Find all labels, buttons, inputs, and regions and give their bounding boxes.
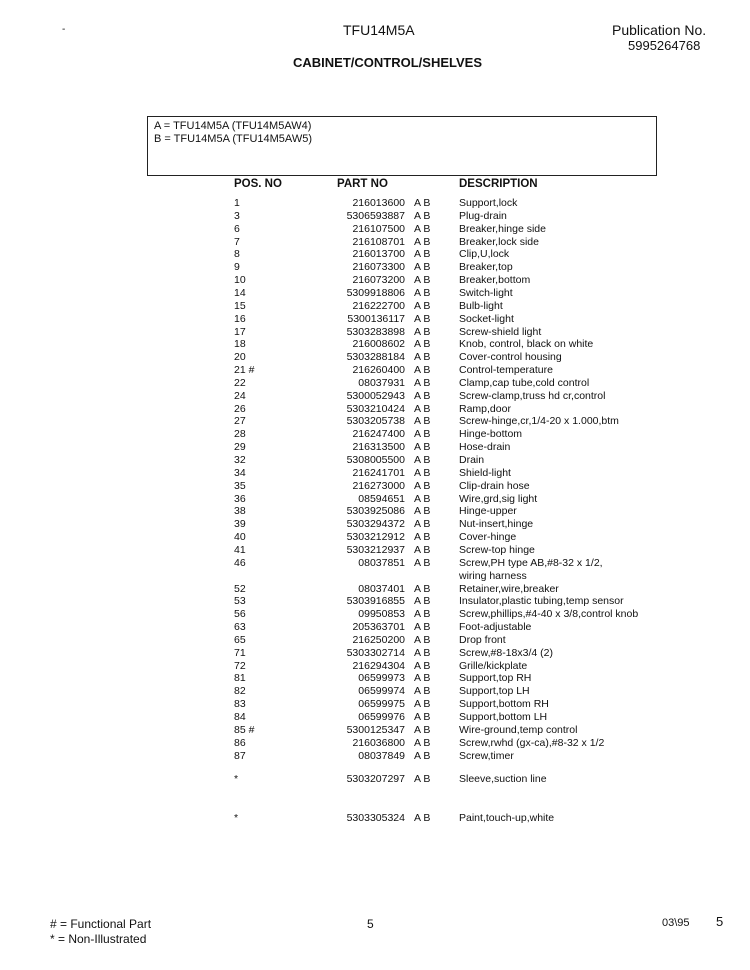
table-row: [0, 274, 750, 286]
model-applicability: A B: [414, 351, 431, 364]
table-row: [0, 287, 750, 299]
part-description: Nut-insert,hinge: [459, 518, 534, 531]
table-row: [0, 750, 750, 762]
table-row: [0, 698, 750, 710]
part-number: 08594651: [358, 492, 405, 505]
model-applicability: A B: [414, 222, 431, 235]
part-number: 5300136117: [347, 312, 405, 325]
pos-number: 8: [234, 248, 240, 261]
column-header-part: PART NO: [337, 178, 388, 190]
part-number: 06599976: [358, 711, 405, 723]
part-number: 06599973: [358, 672, 405, 685]
part-description: Screw,rwhd (gx-ca),#8-32 x 1/2: [459, 736, 605, 749]
table-row: [0, 351, 750, 363]
part-description: Support,top RH: [459, 672, 532, 685]
part-number: 06599974: [358, 685, 405, 698]
model-applicability: A B: [414, 338, 431, 351]
table-row: [0, 711, 750, 723]
part-number: 06599975: [358, 698, 405, 711]
part-description: Foot-adjustable: [459, 621, 532, 634]
model-applicability: A B: [414, 299, 431, 312]
table-row: [0, 544, 750, 556]
model-applicability: A B: [414, 723, 431, 736]
pos-number: 46: [234, 556, 246, 569]
part-number: 216247400: [352, 428, 405, 441]
part-description: Wire-ground,temp control: [459, 723, 578, 736]
table-row: [0, 621, 750, 633]
publication-number: 5995264768: [628, 38, 701, 53]
part-number: 5300052943: [346, 389, 405, 402]
model-b-line: B = TFU14M5A (TFU14M5AW5): [154, 133, 313, 145]
part-description: Screw-top hinge: [459, 543, 535, 556]
part-number: 216222700: [352, 299, 405, 312]
table-row: [0, 441, 750, 453]
table-row: [0, 248, 750, 260]
part-description: Clip,U,lock: [459, 248, 510, 261]
model-applicability: A B: [414, 466, 431, 479]
part-number: 5303283898: [346, 325, 405, 338]
pos-number: 29: [234, 441, 246, 454]
part-number: 216008602: [352, 338, 405, 351]
model-applicability: A B: [414, 518, 431, 531]
pos-number: 22: [234, 376, 246, 389]
table-row: [0, 570, 750, 582]
part-description: Screw-hinge,cr,1/4-20 x 1.000,btm: [459, 415, 619, 428]
table-row: [0, 326, 750, 338]
handwritten-mark: 5: [716, 914, 724, 929]
part-number: 08037851: [358, 556, 405, 569]
part-number: 216036800: [352, 736, 405, 749]
pos-number: 32: [234, 454, 246, 466]
part-number: 216073300: [352, 261, 405, 274]
part-description: Hinge-upper: [459, 505, 517, 518]
part-description: Paint,touch-up,white: [459, 812, 555, 824]
part-number: 09950853: [358, 608, 405, 621]
page-number: 5: [367, 917, 374, 931]
table-row: [0, 531, 750, 543]
part-number: 08037849: [358, 749, 405, 762]
section-title: CABINET/CONTROL/SHELVES: [293, 55, 482, 70]
part-number: 216241701: [352, 466, 405, 479]
table-row: [0, 300, 750, 312]
pos-number: 72: [234, 659, 246, 672]
model-applicability: A B: [414, 274, 431, 287]
model-applicability: A B: [414, 531, 431, 544]
pos-number: 86: [234, 736, 246, 749]
pos-number: 36: [234, 492, 246, 505]
table-row: [0, 210, 750, 222]
part-description: Screw,phillips,#4-40 x 3/8,control knob: [459, 608, 639, 621]
part-description: Support,bottom LH: [459, 711, 548, 723]
table-row: [0, 608, 750, 620]
part-description: Retainer,wire,breaker: [459, 582, 559, 595]
model-applicability: A B: [414, 441, 431, 454]
pos-number: 1: [234, 197, 240, 209]
pos-number: 83: [234, 698, 246, 711]
part-number: 5300125347: [346, 723, 405, 736]
table-row: [0, 236, 750, 248]
part-description: Hose-drain: [459, 441, 511, 454]
model-applicability: A B: [414, 582, 431, 595]
model-applicability: A B: [414, 376, 431, 389]
part-description: Screw-shield light: [459, 325, 542, 338]
model-applicability: A B: [414, 812, 431, 824]
model-applicability: A B: [414, 312, 431, 325]
model-applicability: A B: [414, 248, 431, 261]
table-row: [0, 364, 750, 376]
column-header-description: DESCRIPTION: [459, 178, 538, 190]
model-applicability: A B: [414, 672, 431, 685]
pos-number: 14: [234, 286, 246, 299]
table-row: [0, 737, 750, 749]
pos-number: 20: [234, 351, 246, 364]
table-row: [0, 583, 750, 595]
part-description: Knob, control, black on white: [459, 338, 594, 351]
pos-number: 26: [234, 402, 246, 415]
table-row: [0, 634, 750, 646]
model-applicability: A B: [414, 633, 431, 646]
part-description: Breaker,top: [459, 261, 513, 274]
model-applicability: A B: [414, 736, 431, 749]
part-description: Hinge-bottom: [459, 428, 523, 441]
table-row: [0, 595, 750, 607]
pos-number: *: [234, 812, 239, 824]
pos-number: 35: [234, 479, 246, 492]
part-number: 216073200: [352, 274, 405, 287]
pos-number: 38: [234, 505, 246, 518]
part-description: Cover-control housing: [459, 351, 562, 364]
pos-number: 24: [234, 389, 246, 402]
pos-number: 81: [234, 672, 246, 685]
model-applicability: A B: [414, 608, 431, 621]
part-description: Drop front: [459, 633, 506, 646]
table-row: [0, 480, 750, 492]
pos-number: *: [234, 773, 239, 785]
part-description: Support,bottom RH: [459, 698, 549, 711]
part-number: 216107500: [352, 222, 405, 235]
model-applicability: A B: [414, 711, 431, 723]
model-applicability: A B: [414, 505, 431, 518]
part-description: Bulb-light: [459, 299, 503, 312]
pos-number: 87: [234, 749, 246, 762]
part-number: 5303916855: [346, 595, 405, 608]
model-applicability: A B: [414, 235, 431, 248]
part-number: 5303205738: [346, 415, 405, 428]
table-row: [0, 672, 750, 684]
pos-number: 18: [234, 338, 246, 351]
part-description: Control-temperature: [459, 364, 553, 377]
table-row: [0, 660, 750, 672]
pos-number: 34: [234, 466, 246, 479]
model-applicability: A B: [414, 415, 431, 428]
table-row: [0, 518, 750, 530]
publication-label: Publication No.: [612, 22, 707, 38]
part-number: 08037401: [358, 582, 405, 595]
model-a-line: A = TFU14M5A (TFU14M5AW4): [154, 120, 312, 132]
table-row: [0, 261, 750, 273]
model-applicability: A B: [414, 197, 431, 209]
table-row: [0, 724, 750, 736]
part-description: Socket-light: [459, 312, 514, 325]
table-row: [0, 773, 750, 785]
model-number: TFU14M5A: [343, 22, 415, 38]
model-applicability: A B: [414, 261, 431, 274]
model-applicability: A B: [414, 595, 431, 608]
part-number: 5303305324: [346, 812, 405, 824]
pos-number: 6: [234, 222, 240, 235]
table-row: [0, 685, 750, 697]
part-description: Sleeve,suction line: [459, 773, 547, 785]
pos-number: 7: [234, 235, 240, 248]
model-applicability: A B: [414, 402, 431, 415]
part-description: Screw-clamp,truss hd cr,control: [459, 389, 606, 402]
part-number: 216250200: [352, 633, 405, 646]
part-description: Support,lock: [459, 197, 518, 209]
part-description: Clamp,cap tube,cold control: [459, 376, 590, 389]
table-row: [0, 223, 750, 235]
model-applicability: A B: [414, 698, 431, 711]
column-header-pos: POS. NO: [234, 178, 282, 190]
pos-number: 84: [234, 711, 246, 723]
pos-number: 65: [234, 633, 246, 646]
model-applicability: A B: [414, 556, 431, 569]
revision-date: 03\95: [662, 917, 690, 929]
pos-number: 41: [234, 543, 246, 556]
model-applicability: A B: [414, 646, 431, 659]
model-applicability: A B: [414, 492, 431, 505]
part-description: Insulator,plastic tubing,temp sensor: [459, 595, 624, 608]
part-number: 216013600: [352, 197, 405, 209]
pos-number: 53: [234, 595, 246, 608]
pos-number: 16: [234, 312, 246, 325]
table-row: [0, 403, 750, 415]
table-row: [0, 467, 750, 479]
part-description: Breaker,lock side: [459, 235, 539, 248]
model-applicability: A B: [414, 209, 431, 222]
table-row: [0, 454, 750, 466]
part-description: wiring harness: [459, 569, 527, 582]
model-applicability: A B: [414, 389, 431, 402]
pos-number: 3: [234, 209, 240, 222]
table-row: [0, 493, 750, 505]
legend-non-illustrated: * = Non-Illustrated: [50, 932, 147, 946]
pos-number: 85 #: [234, 723, 255, 736]
pos-number: 52: [234, 582, 246, 595]
table-row: [0, 647, 750, 659]
table-row: [0, 812, 750, 824]
part-number: 08037931: [358, 376, 405, 389]
part-description: Cover-hinge: [459, 531, 517, 544]
part-description: Screw,PH type AB,#8-32 x 1/2,: [459, 556, 603, 569]
part-number: 5303210424: [346, 402, 405, 415]
legend-functional-part: # = Functional Part: [50, 917, 152, 931]
table-row: [0, 377, 750, 389]
part-number: 5309918806: [346, 286, 405, 299]
part-number: 5303207297: [346, 773, 405, 785]
part-number: 5303212912: [346, 531, 405, 544]
table-row: [0, 505, 750, 517]
model-applicability: A B: [414, 286, 431, 299]
pos-number: 39: [234, 518, 246, 531]
part-description: Wire,grd,sig light: [459, 492, 538, 505]
part-number: 216260400: [352, 364, 405, 377]
part-number: 5303294372: [346, 518, 405, 531]
part-number: 216313500: [352, 441, 405, 454]
table-row: [0, 338, 750, 350]
part-number: 5303302714: [346, 646, 405, 659]
part-description: Breaker,bottom: [459, 274, 531, 287]
part-description: Plug-drain: [459, 209, 507, 222]
table-row: [0, 197, 750, 209]
pos-number: 10: [234, 274, 246, 287]
model-applicability: A B: [414, 325, 431, 338]
part-number: 216013700: [352, 248, 405, 261]
table-row: [0, 415, 750, 427]
part-description: Clip-drain hose: [459, 479, 530, 492]
part-number: 216273000: [352, 479, 405, 492]
pos-number: 82: [234, 685, 246, 698]
part-number: 5308005500: [346, 454, 405, 466]
pos-number: 40: [234, 531, 246, 544]
model-applicability: A B: [414, 773, 431, 785]
part-description: Switch-light: [459, 286, 513, 299]
part-description: Breaker,hinge side: [459, 222, 546, 235]
part-number: 216294304: [352, 659, 405, 672]
pos-number: 9: [234, 261, 240, 274]
model-applicability: A B: [414, 543, 431, 556]
part-number: 216108701: [352, 235, 405, 248]
pos-number: 17: [234, 325, 246, 338]
model-applicability: A B: [414, 749, 431, 762]
model-applicability: A B: [414, 479, 431, 492]
table-row: [0, 557, 750, 569]
part-description: Grille/kickplate: [459, 659, 528, 672]
pos-number: 15: [234, 299, 246, 312]
pos-number: 27: [234, 415, 246, 428]
part-description: Ramp,door: [459, 402, 511, 415]
part-number: 5303925086: [346, 505, 405, 518]
model-applicability: A B: [414, 685, 431, 698]
table-row: [0, 390, 750, 402]
part-number: 5306593887: [346, 209, 405, 222]
part-description: Screw,#8-18x3/4 (2): [459, 646, 553, 659]
model-applicability: A B: [414, 364, 431, 377]
table-row: [0, 313, 750, 325]
pos-number: 56: [234, 608, 246, 621]
model-applicability: A B: [414, 621, 431, 634]
model-applicability: A B: [414, 659, 431, 672]
table-row: [0, 428, 750, 440]
part-number: 5303288184: [346, 351, 405, 364]
part-description: Support,top LH: [459, 685, 530, 698]
model-applicability: A B: [414, 454, 431, 466]
pos-number: 21 #: [234, 364, 255, 377]
pos-number: 71: [234, 646, 246, 659]
part-number: 5303212937: [346, 543, 405, 556]
part-description: Drain: [459, 454, 485, 466]
part-description: Screw,timer: [459, 749, 514, 762]
model-applicability: A B: [414, 428, 431, 441]
pos-number: 63: [234, 621, 246, 634]
part-number: 205363701: [352, 621, 405, 634]
corner-mark: -: [62, 24, 66, 35]
part-description: Shield-light: [459, 466, 511, 479]
pos-number: 28: [234, 428, 246, 441]
